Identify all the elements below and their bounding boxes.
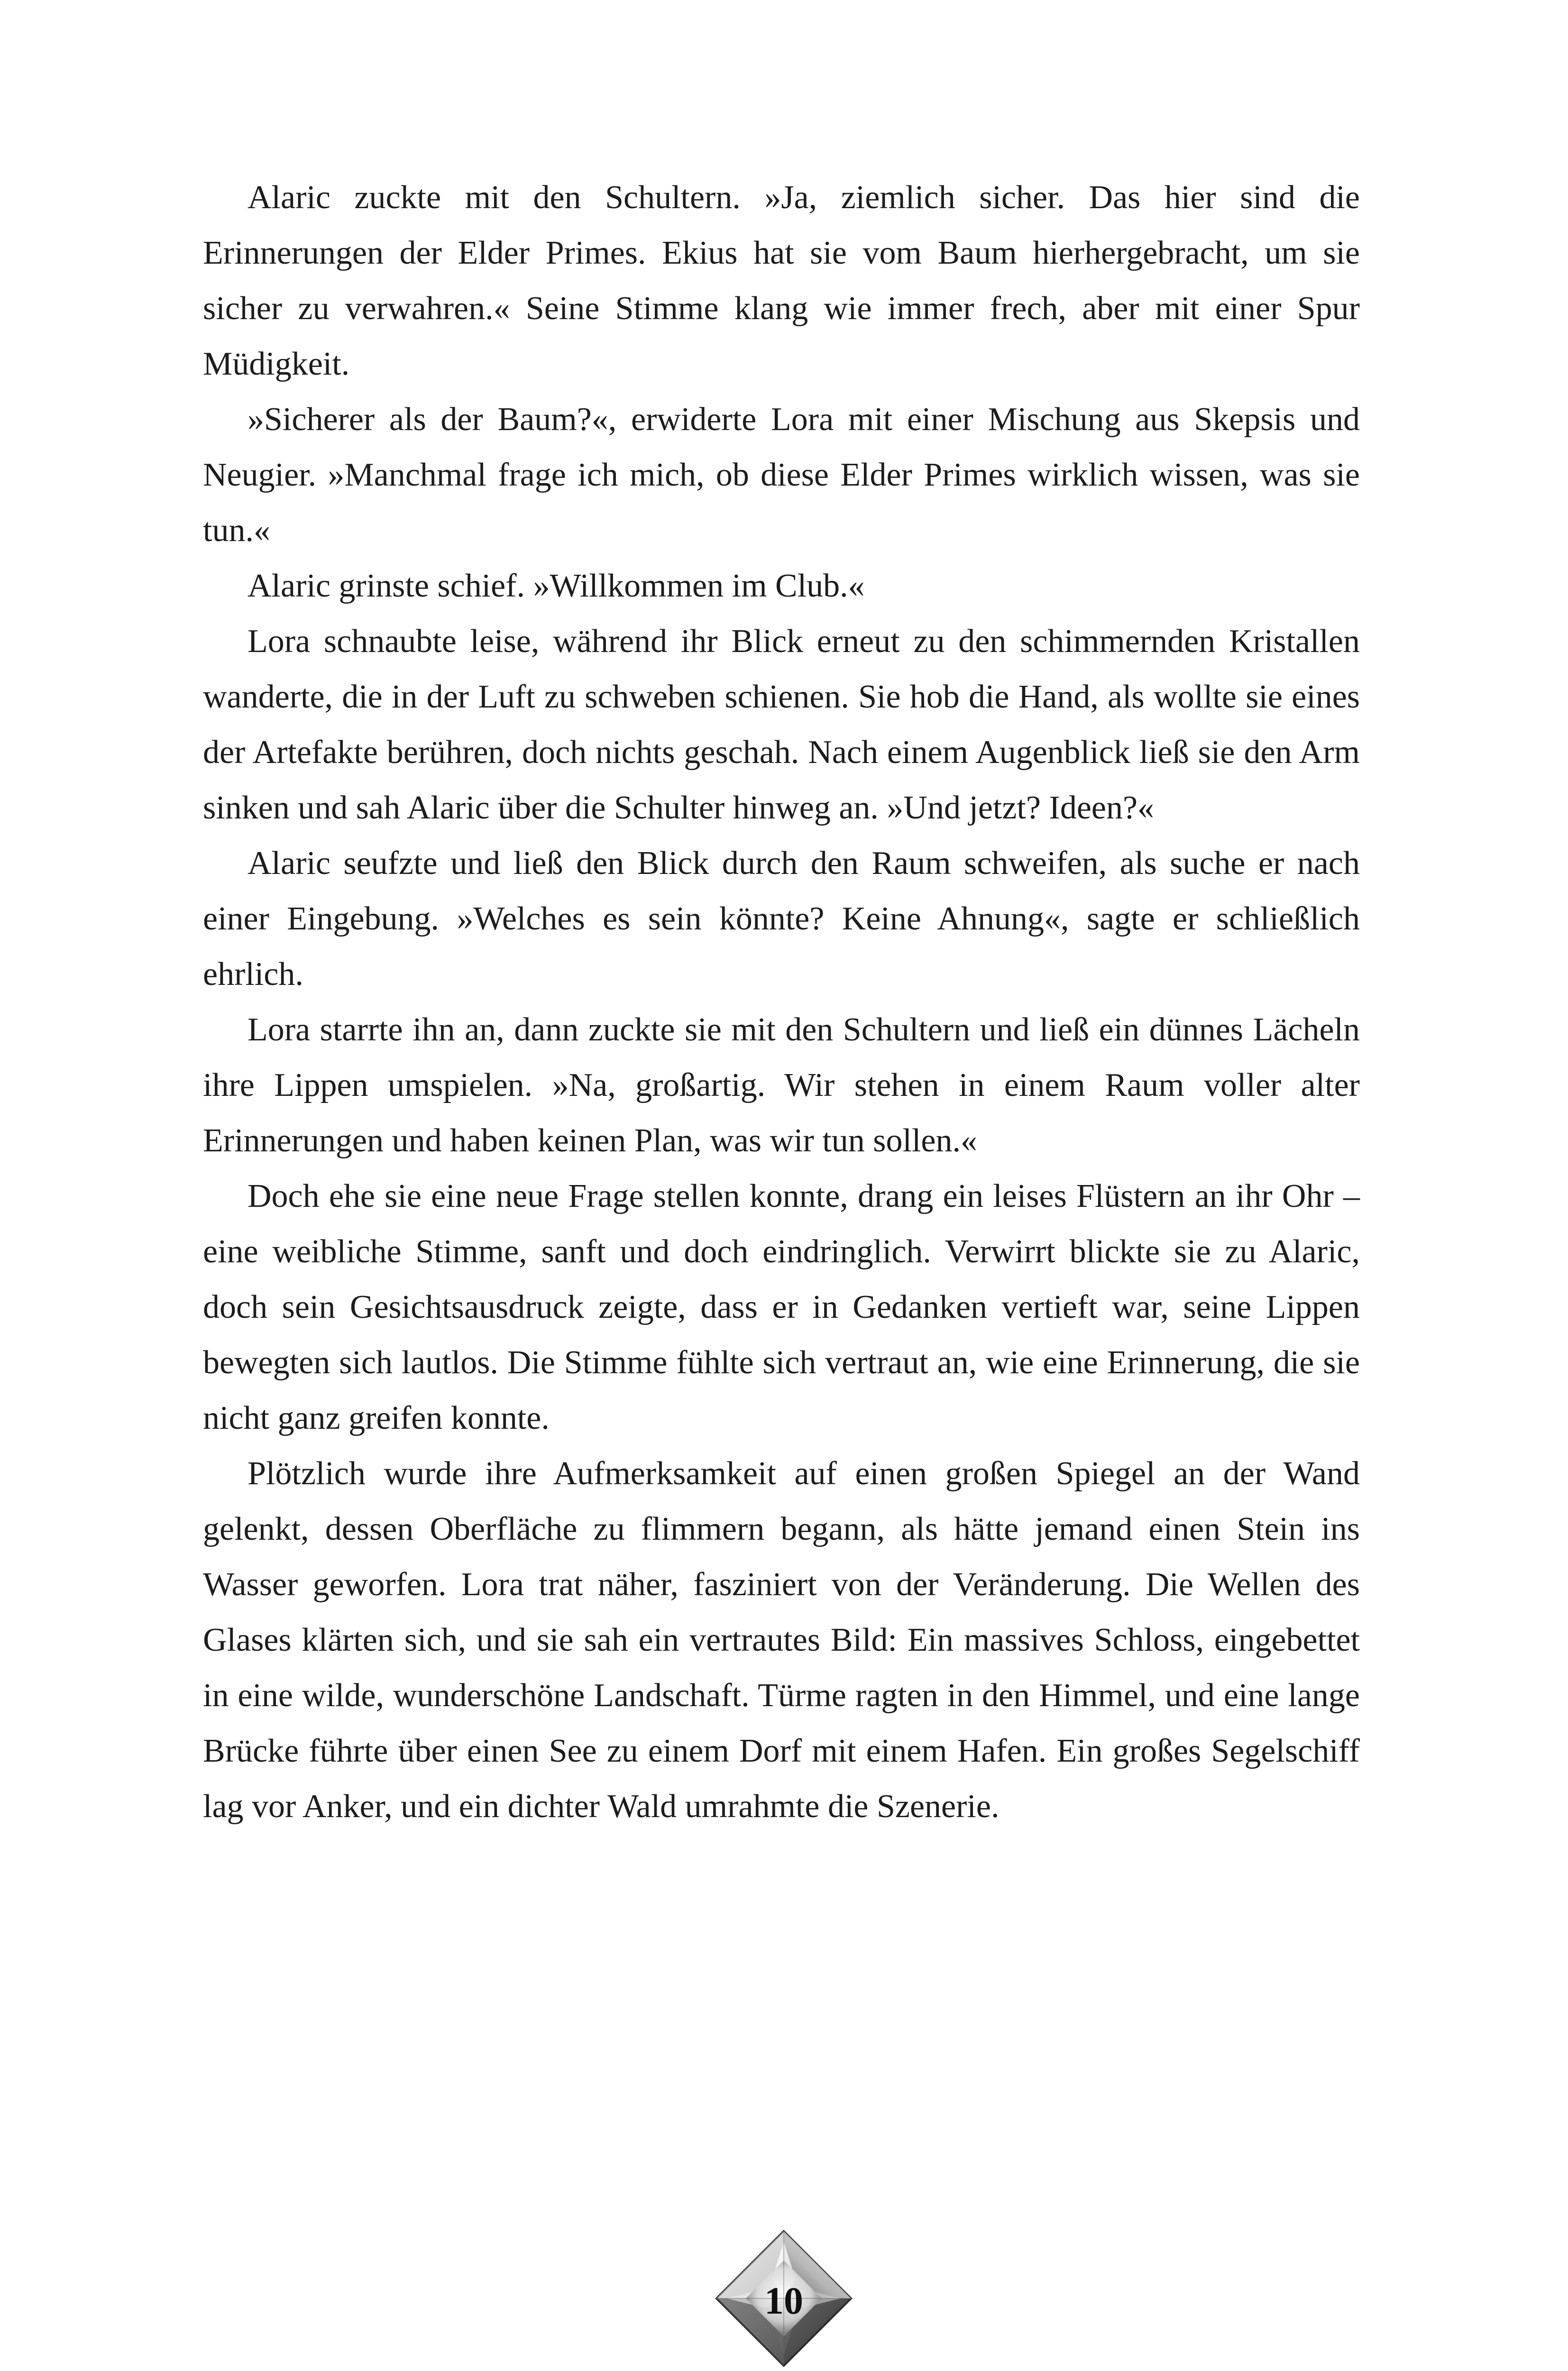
paragraph: Lora schnaubte leise, während ihr Blick erneut zu den schimmernden Kristallen wanderte, die in der Luft zu schweben schienen. Sie hob die Hand, als wollte sie eines der Artefakte berühren, doch nichts geschah. Nach einem Augenblick ließ sie den Arm sinken und sah Alaric über die Schulter hinweg an. »Und jetzt? Ideen?« xyxy=(203,623,1360,826)
page-number: 10 xyxy=(764,2279,803,2322)
paragraph: Alaric seufzte und ließ den Blick durch den Raum schweifen, als suche er nach einer Eingebung. »Welches es sein könnte? Keine Ahnung«, sagte er schließlich ehrlich. xyxy=(203,845,1360,993)
page-number-ornament xyxy=(713,2227,855,2370)
paragraph: »Sicherer als der Baum?«, erwiderte Lora mit einer Mischung aus Skepsis und Neugier. »Manchmal frage ich mich, ob diese Elder Primes wirklich wissen, was sie tun.« xyxy=(203,401,1360,549)
paragraph: Alaric grinste schief. »Willkommen im Club.« xyxy=(248,568,865,604)
body-text xyxy=(203,170,1360,1834)
paragraph: Plötzlich wurde ihre Aufmerksamkeit auf einen großen Spiegel an der Wand gelenkt, dessen Oberfläche zu flimmern begann, als hätte jemand einen Stein ins Wasser geworfen. Lora trat näher, fasziniert von der Veränderung. Die Wellen des Glases klärten sich, und sie sah ein vertrautes Bild: Ein massives Schloss, eingebettet in eine wilde, wunderschöne Landschaft. Türme ragten in den Himmel, und eine lange Brücke führte über einen See zu einem Dorf mit einem Hafen. Ein großes Segelschiff lag vor Anker, und ein dichter Wald umrahmte die Szenerie. xyxy=(203,1455,1360,1825)
paragraph: Doch ehe sie eine neue Frage stellen konnte, drang ein leises Flüstern an ihr Ohr – eine weibliche Stimme, sanft und doch eindringlich. Verwirrt blickte sie zu Alaric, doch sein Gesichtsausdruck zeigte, dass er in Gedanken vertieft war, seine Lippen bewegten sich lautlos. Die Stimme fühlte sich vertraut an, wie eine Erinnerung, die sie nicht ganz greifen konnte. xyxy=(203,1178,1360,1436)
paragraph: Alaric zuckte mit den Schultern. »Ja, ziemlich sicher. Das hier sind die Erinnerungen der Elder Primes. Ekius hat sie vom Baum hierhergebracht, um sie sicher zu verwahren.« Seine Stimme klang wie immer frech, aber mit einer Spur Müdigkeit. xyxy=(203,179,1360,382)
paragraph: Lora starrte ihn an, dann zuckte sie mit den Schultern und ließ ein dünnes Lächeln ihre Lippen umspielen. »Na, großartig. Wir stehen in einem Raum voller alter Erinnerungen und haben keinen Plan, was wir tun sollen.« xyxy=(203,1011,1360,1159)
